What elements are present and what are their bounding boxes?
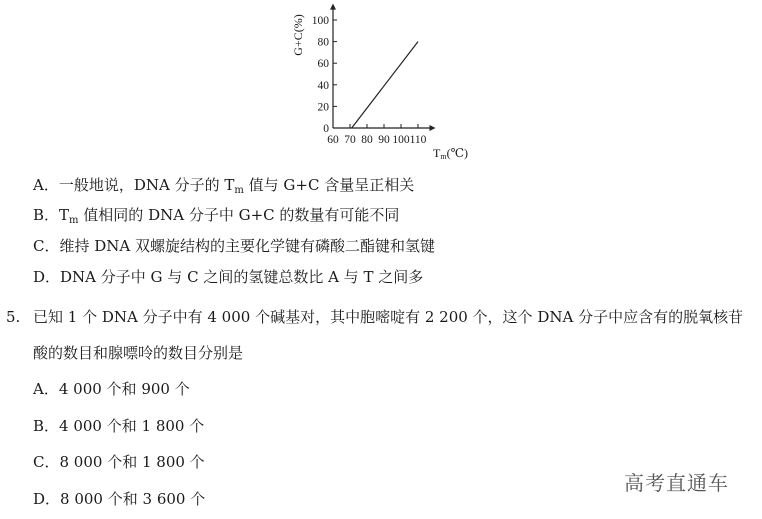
y-tick-label: 80	[317, 36, 329, 49]
x-tick-label: 80	[361, 134, 373, 146]
x-tick-label: 70	[344, 134, 356, 146]
y-tick-label: 40	[317, 79, 329, 92]
q4-option-d	[33, 267, 423, 287]
x-axis-ticks	[327, 124, 426, 146]
q5-option-b	[33, 416, 204, 436]
option-text-post: 值相同的 DNA 分子中 G+C 的数量有可能不同	[78, 206, 400, 224]
series-line	[352, 42, 418, 128]
option-subscript: m	[234, 185, 244, 196]
question-number: 5.	[6, 308, 21, 326]
x-axis-arrow	[430, 125, 436, 131]
option-letter: C．	[33, 453, 60, 471]
chart-axes	[330, 4, 436, 131]
option-subscript: m	[69, 215, 79, 226]
q5-option-a	[33, 379, 190, 399]
y-tick-label: 100	[311, 15, 329, 27]
chart-series	[352, 42, 418, 128]
option-letter: D．	[33, 268, 61, 286]
option-text: 维持 DNA 双螺旋结构的主要化学键有磷酸二酯键和氢键	[59, 237, 436, 255]
q4-option-c	[33, 236, 435, 256]
y-axis-arrow	[330, 4, 336, 10]
x-axis-label: Tm(℃)	[433, 146, 468, 161]
option-letter: A．	[33, 380, 59, 398]
option-text-pre: 一般地说，DNA 分子的 T	[58, 176, 235, 194]
y-axis-label: G+C(%)	[291, 14, 305, 56]
option-text-post: 值与 G+C 含量呈正相关	[243, 176, 415, 194]
watermark: 高考直通车	[624, 471, 729, 495]
tm-gc-line-chart	[285, 2, 485, 164]
y-tick-label: 20	[317, 101, 329, 114]
option-text: 8 000 个和 1 800 个	[59, 453, 205, 471]
x-tick-label: 60	[327, 134, 339, 146]
y-tick-label: 60	[317, 58, 329, 71]
option-text: DNA 分子中 G 与 C 之间的氢键总数比 A 与 T 之间多	[60, 268, 424, 286]
q4-option-b	[33, 205, 399, 225]
q5-stem-text: 已知 1 个 DNA 分子中有 4 000 个碱基对，其中胞嘧啶有 2 200 个，这个 DNA 分子中应含有的脱氧核苷	[33, 308, 744, 326]
q5-stem-line2: 酸的数目和腺嘌呤的数目分别是	[33, 344, 244, 362]
option-text-pre: T	[59, 206, 70, 224]
option-text: 4 000 个和 900 个	[58, 380, 190, 398]
q5-option-c	[33, 452, 205, 472]
x-tick-label: 90	[378, 134, 390, 146]
x-tick-label: 110	[409, 134, 427, 146]
option-text: 8 000 个和 3 600 个	[60, 490, 206, 508]
option-letter: C．	[33, 237, 60, 255]
y-tick-label: 0	[323, 123, 329, 135]
q4-option-a	[33, 175, 414, 195]
option-letter: B．	[33, 417, 60, 435]
x-tick-label: 100	[392, 134, 410, 146]
option-letter: B．	[33, 206, 60, 224]
option-text: 4 000 个和 1 800 个	[59, 417, 205, 435]
option-letter: A．	[33, 176, 59, 194]
option-letter: D．	[33, 490, 61, 508]
q5-option-d	[33, 489, 205, 509]
